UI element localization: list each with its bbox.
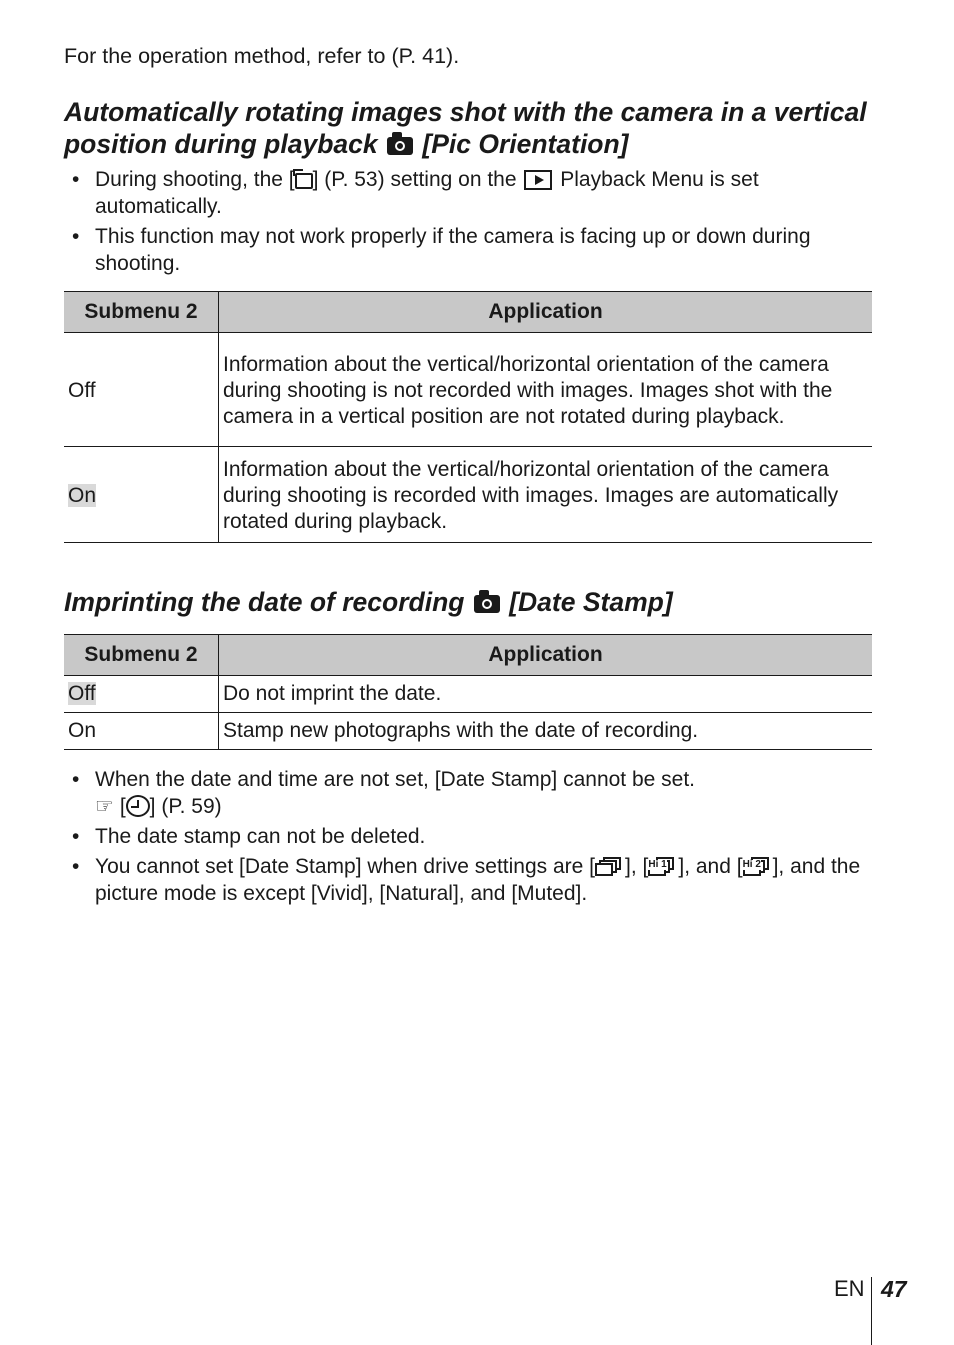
header-application: Application [219, 292, 873, 333]
heading-menu-name: [Pic Orientation] [422, 129, 629, 159]
intro-text: For the operation method, refer to (P. 41). [64, 44, 460, 68]
option-cell [64, 676, 219, 713]
language-label: EN [834, 1276, 865, 1301]
option-cell: Off [64, 333, 219, 447]
list-item: • This function may not work properly if the camera is facing up or down during shooting. [64, 223, 864, 277]
list-item: • During shooting, the [ ] (P. 53) setting on the Playback Menu is set automatically. [64, 166, 864, 220]
date-stamp-table [64, 634, 872, 750]
default-option-highlight: On [68, 483, 97, 507]
list-item: • The date stamp can not be deleted. [64, 823, 864, 850]
section-heading-date-stamp [64, 586, 673, 618]
list-item: • You cannot set [Date Stamp] when drive settings are [ ], [ Hi 1 ], and [ Hi 2 ], and the picture mode is except [Vivid], [Natural], and [Muted]. [64, 853, 864, 907]
table-row [64, 676, 872, 713]
header-submenu: Submenu 2 [64, 635, 219, 676]
page-number: 47 [881, 1276, 907, 1302]
heading-text: Automatically rotating images shot with the camera in a vertical position during playback [64, 97, 867, 159]
application-cell: Information about the vertical/horizontal orientation of the camera during shooting is recorded with images. Images are automatically rotated during playback. [219, 447, 873, 543]
playback-icon [524, 170, 552, 190]
application-cell: Information about the vertical/horizontal orientation of the camera during shooting is not recorded with images. Images shot with the camera in a vertical position are not rotated during playback. [219, 333, 873, 447]
pic-orientation-table [64, 291, 872, 543]
sequential-shooting-icon [595, 857, 625, 877]
orientation-frame-icon [295, 173, 313, 189]
camera-icon [474, 595, 500, 613]
bullet-list-date-stamp [64, 766, 864, 910]
option-cell: On [64, 713, 219, 750]
heading-text: Imprinting the date of recording [64, 587, 465, 617]
heading-menu-name: [Date Stamp] [509, 587, 673, 617]
reference-hand-icon: ☞ [95, 795, 114, 818]
table-row [64, 447, 872, 543]
footer-divider [871, 1277, 872, 1345]
table-header-row [64, 635, 872, 676]
table-row [64, 333, 872, 447]
clock-icon [126, 795, 150, 817]
table-header-row [64, 292, 872, 333]
high-speed-1-icon: Hi 1 [648, 857, 678, 877]
application-cell: Stamp new photographs with the date of recording. [219, 713, 873, 750]
section-heading-pic-orientation [64, 96, 884, 160]
default-option-highlight: Off [68, 682, 96, 705]
header-submenu: Submenu 2 [64, 292, 219, 333]
option-cell [64, 447, 219, 543]
bullet-list-pic-orientation [64, 166, 864, 280]
list-item: • When the date and time are not set, [Date Stamp] cannot be set. ☞ [ ] (P. 59) [64, 766, 864, 820]
header-application: Application [219, 635, 873, 676]
table-row [64, 713, 872, 750]
high-speed-2-icon: Hi 2 [743, 857, 773, 877]
application-cell: Do not imprint the date. [219, 676, 873, 713]
camera-icon [387, 137, 413, 155]
